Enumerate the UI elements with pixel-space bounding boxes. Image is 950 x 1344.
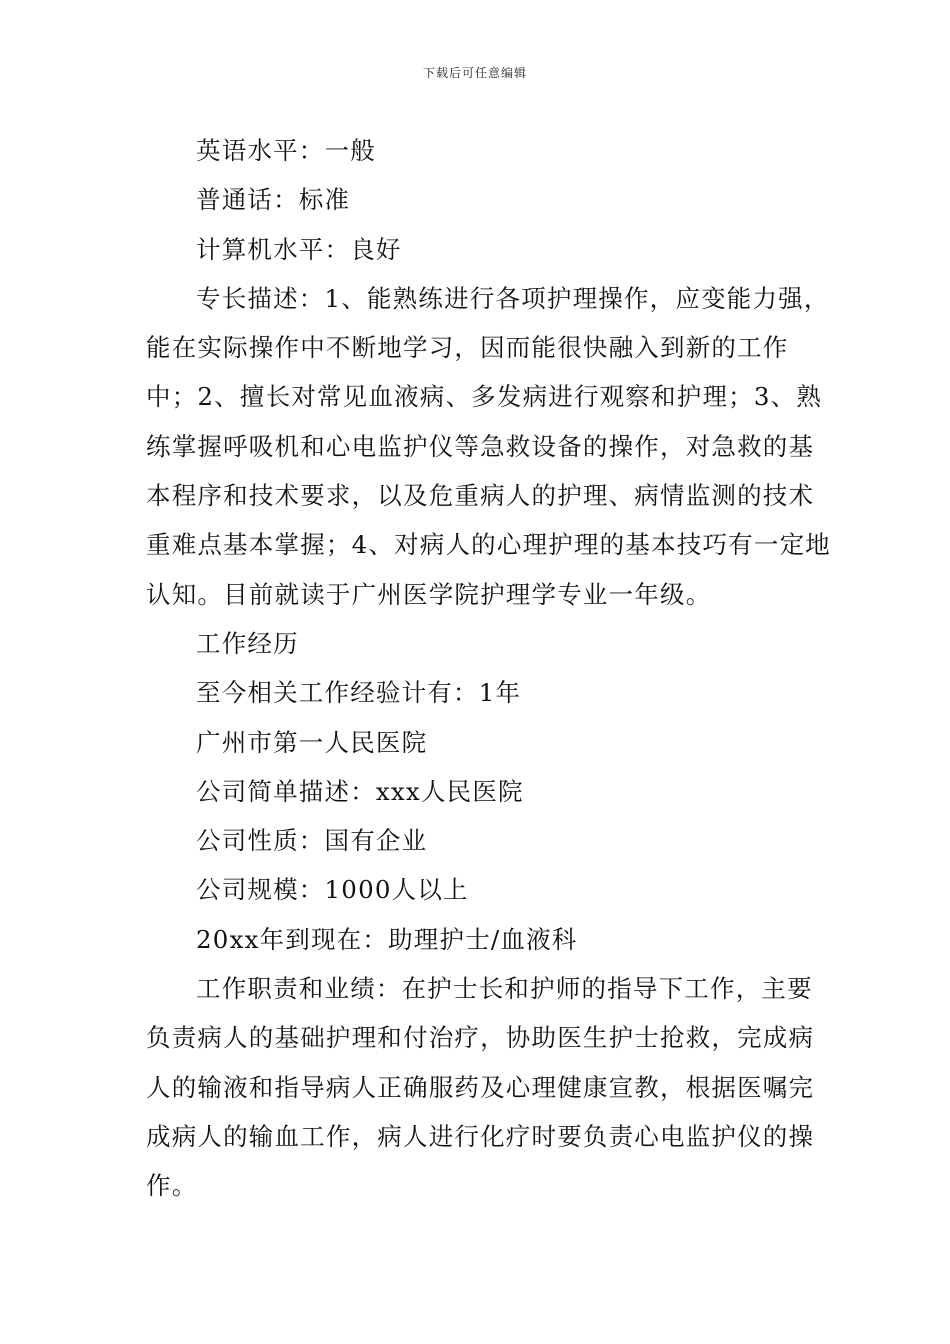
page-header: 下载后可任意编辑 (422, 66, 527, 80)
english-level: 英语水平：一般 (196, 136, 376, 165)
company-description: 公司简单描述：xxx人民医院 (196, 776, 524, 806)
position-period: 20xx年到现在：助理护士/血液科 (196, 924, 578, 954)
skills-description: 专长描述：1、能熟练进行各项护理操作，应变能力强，能在实际操作中不断地学习，因而能很快融入到新的工作中；2、擅长对常见血液病、多发病进行观察和护理；3、熟练掌握呼吸机和心电监护仪等急救设备的操作，对急救的基本程序和技术要求，以及危重病人的护理、病情监测的技术重难点基本掌握；4、对病人的心理护理的基本技巧有一定地认知。目前就读于广州医学院护理学专业一年级。 (146, 283, 831, 609)
responsibilities: 工作职责和业绩：在护士长和护师的指导下工作，主要负责病人的基础护理和付治疗，协助医生护士抢救，完成病人的输液和指导病人正确服药及心理健康宣教，根据医嘱完成病人的输血工作，病人进行化疗时要负责心电监护仪的操作。 (146, 974, 815, 1201)
experience-years: 至今相关工作经验计有：1年 (196, 678, 522, 708)
computer-level: 计算机水平：良好 (196, 234, 402, 264)
company-size: 公司规模：1000人以上 (196, 875, 469, 905)
employer-name: 广州市第一人民医院 (196, 727, 428, 757)
document-body (146, 126, 836, 1211)
mandarin-level: 普通话：标准 (196, 185, 351, 215)
company-type: 公司性质：国有企业 (196, 826, 428, 856)
work-experience-heading: 工作经历 (196, 628, 299, 658)
